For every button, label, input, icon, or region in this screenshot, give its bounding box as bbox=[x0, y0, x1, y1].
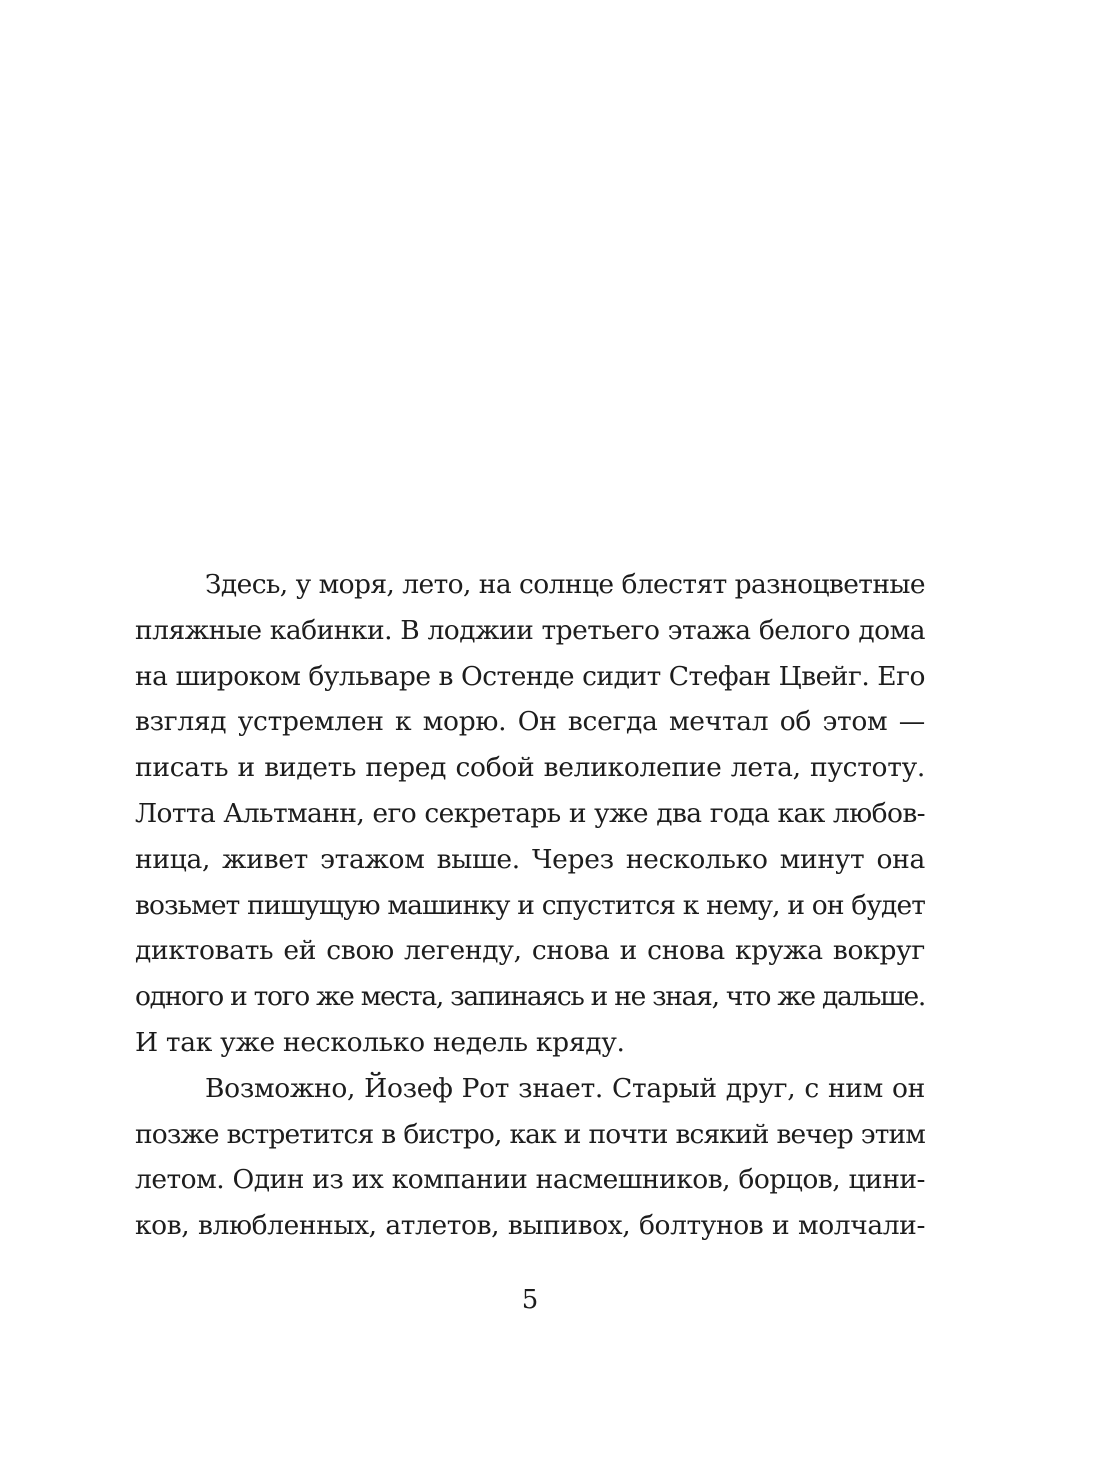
text-line: ница, живет этажом выше. Через несколько минут она bbox=[135, 843, 925, 875]
text-line: И так уже несколько недель кряду. bbox=[135, 1026, 625, 1058]
text-line: пляжные кабинки. В лоджии третьего этажа белого дома bbox=[135, 614, 925, 646]
paragraph-2 bbox=[135, 1066, 925, 1249]
page-number: 5 bbox=[521, 1285, 539, 1315]
text-line: на широком бульваре в Остенде сидит Стефан Цвейг. Его bbox=[135, 660, 925, 692]
text-line: Лотта Альтманн, его секретарь и уже два года как любов- bbox=[135, 797, 925, 829]
text-line: писать и видеть перед собой великолепие лета, пустоту. bbox=[135, 752, 925, 784]
body-text bbox=[135, 562, 925, 1249]
text-line: взгляд устремлен к морю. Он всегда мечтал об этом — bbox=[135, 706, 925, 738]
text-line: возьмет пишущую машинку и спустится к нему, и он будет bbox=[135, 889, 925, 921]
text-line: летом. Один из их компании насмешников, борцов, цини- bbox=[135, 1164, 925, 1196]
text-line: Возможно, Йозеф Рот знает. Старый друг, с ним он bbox=[205, 1072, 925, 1104]
text-line: диктовать ей свою легенду, снова и снова кружа вокруг bbox=[135, 935, 925, 967]
text-line: одного и того же места, запинаясь и не зная, что же дальше. bbox=[135, 981, 925, 1013]
text-line: ков, влюбленных, атлетов, выпивох, болтунов и молчали- bbox=[135, 1210, 925, 1242]
text-line: Здесь, у моря, лето, на солнце блестят разноцветные bbox=[205, 569, 925, 600]
text-line: позже встретится в бистро, как и почти всякий вечер этим bbox=[135, 1118, 925, 1150]
paragraph-1 bbox=[135, 562, 925, 1066]
